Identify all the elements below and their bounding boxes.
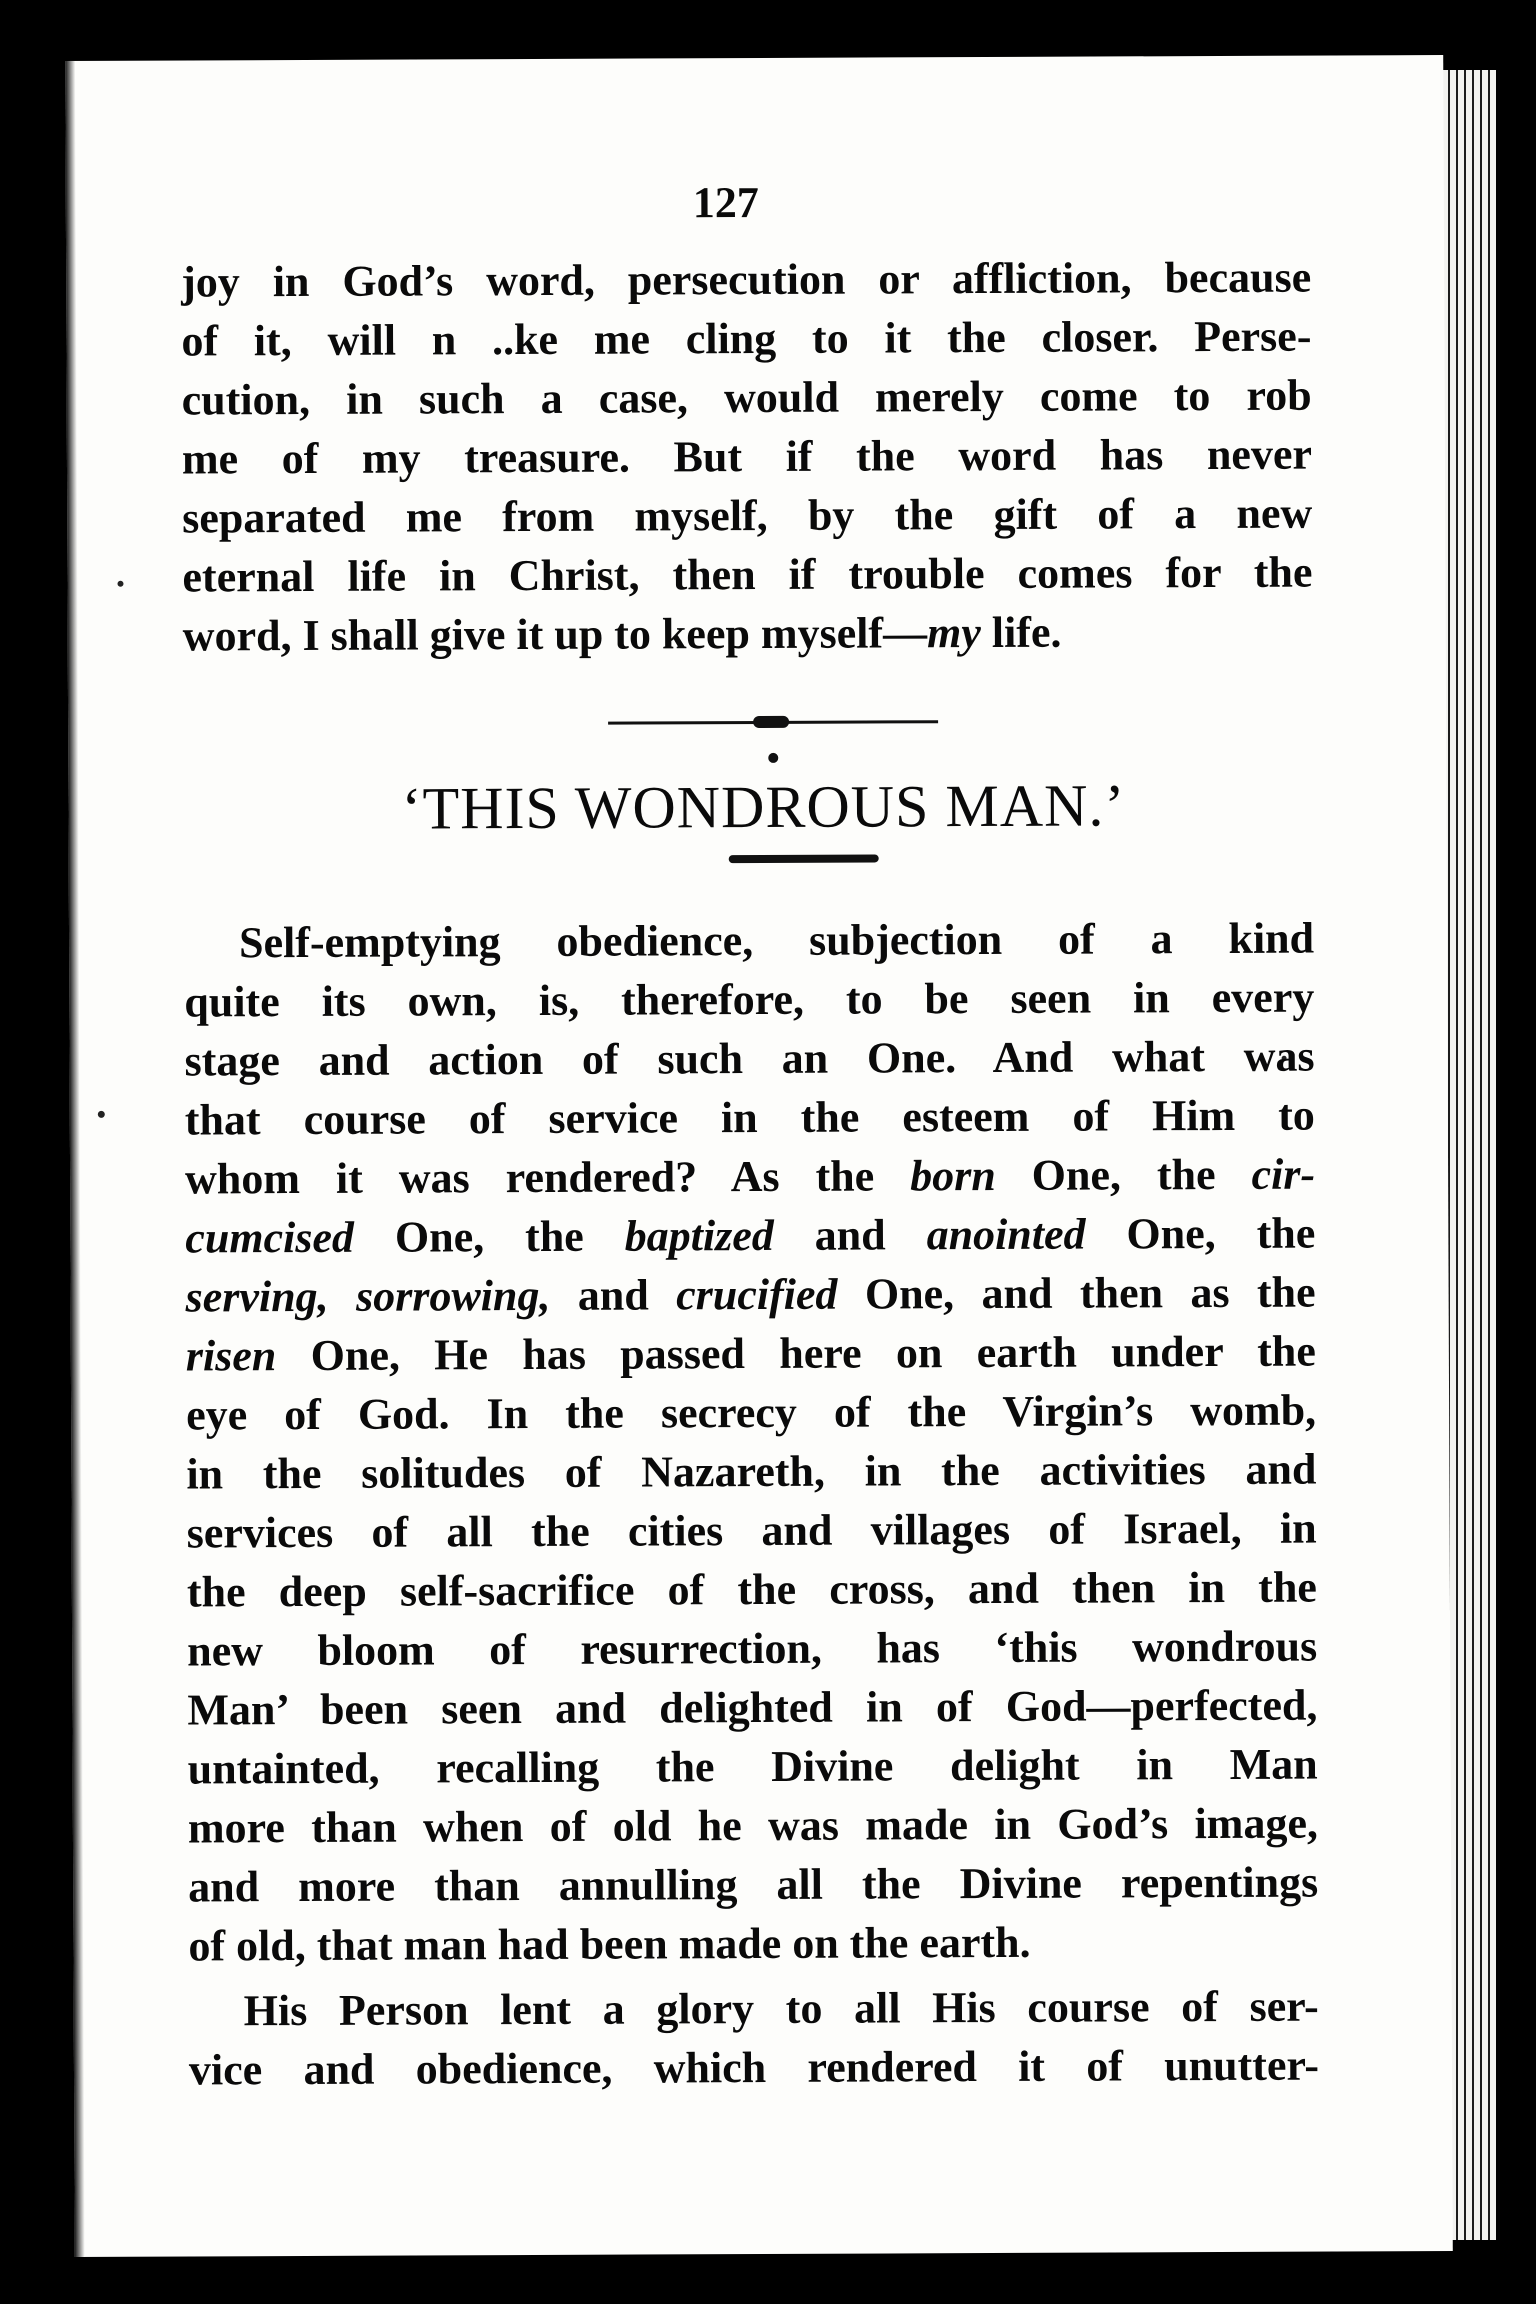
text-line: me of my treasure. But if the word has never — [181, 429, 1313, 484]
text-run: One, the — [353, 1211, 625, 1262]
section-divider — [183, 689, 1313, 772]
text-line: Self-emptying obedience, subjection of a kind — [238, 913, 1315, 968]
text-line: quite its own, is, therefore, to be seen in every — [184, 972, 1315, 1027]
text-run: life. — [980, 607, 1062, 658]
gutter-shadow — [65, 61, 85, 2257]
section-heading: ‘THIS WONDROUS MAN.’ — [401, 772, 1126, 842]
text-line: that course of service in the esteem of Him to — [184, 1090, 1315, 1145]
text-run: and — [773, 1210, 927, 1260]
text-line: cution, in such a case, would merely come to rob — [181, 370, 1312, 425]
text-run: One, the — [1085, 1208, 1316, 1259]
text-line: of it, will n ..ke me cling to it the closer. Perse- — [181, 311, 1312, 366]
text-line: stage and action of such an One. And what was — [184, 1031, 1315, 1086]
text-line: the deep self-sacrifice of the cross, and then in the — [186, 1562, 1317, 1617]
text-run: and — [550, 1270, 677, 1320]
text-run: One, the — [995, 1149, 1252, 1200]
text-line — [183, 602, 1313, 666]
text-line: eye of God. In the secrecy of the Virgin’s womb, — [186, 1385, 1317, 1440]
page-number: 127 — [692, 177, 759, 228]
text-line — [186, 1322, 1316, 1386]
italic-word: cir- — [1251, 1149, 1316, 1199]
text-line: untainted, recalling the Divine delight in Man — [187, 1739, 1318, 1794]
heading-underline — [729, 854, 879, 863]
text-line: services of all the cities and villages of Israel, in — [186, 1503, 1317, 1558]
paragraph-continued — [181, 248, 1313, 666]
text-line: new bloom of resurrection, has ‘this wondrous — [187, 1621, 1318, 1676]
text-line: separated me from myself, by the gift of a new — [182, 488, 1313, 543]
print-speck — [98, 1111, 105, 1118]
italic-word: my — [926, 608, 981, 658]
italic-word: anointed — [926, 1209, 1086, 1260]
text-line: and more than annulling all the Divine repentings — [188, 1857, 1319, 1912]
italic-word: crucified — [676, 1269, 838, 1320]
print-speck — [117, 581, 123, 587]
italic-word: baptized — [624, 1210, 774, 1261]
text-line — [185, 1204, 1315, 1268]
text-run: word, I shall give it up to keep myself— — [182, 608, 928, 661]
italic-word: serving, sorrowing, — [185, 1270, 551, 1322]
text-line: eternal life in Christ, then if trouble comes for the — [182, 547, 1313, 602]
book-page — [65, 55, 1453, 2257]
divider-dot — [768, 753, 778, 763]
text-line: in the solitudes of Nazareth, in the activities and — [186, 1444, 1317, 1499]
text-line: vice and obedience, which rendered it of unutter- — [188, 2040, 1320, 2095]
italic-word: cumcised — [185, 1212, 355, 1263]
text-run: whom it was rendered? As the — [184, 1151, 911, 1204]
text-line: joy in God’s word, persecution or affliction, because — [181, 252, 1312, 307]
paragraph — [184, 909, 1319, 1976]
text-run: One, and then as the — [837, 1267, 1316, 1319]
text-line: Man’ been seen and delighted in of God—perfected, — [187, 1680, 1318, 1735]
text-line: His Person lent a glory to all His course of ser- — [243, 1981, 1319, 2036]
italic-word: risen — [185, 1331, 277, 1381]
italic-word: born — [910, 1150, 996, 1201]
text-line: more than when of old he was made in God’s image, — [187, 1798, 1319, 1853]
text-line — [185, 1145, 1315, 1209]
text-line — [185, 1263, 1315, 1327]
paragraph — [189, 1977, 1320, 2100]
text-run: One, He has passed here on earth under the — [276, 1326, 1316, 1381]
page-text — [181, 166, 1319, 2100]
divider-ornament — [753, 716, 789, 728]
text-line: of old, that man had been made on the earth. — [188, 1917, 1031, 1971]
